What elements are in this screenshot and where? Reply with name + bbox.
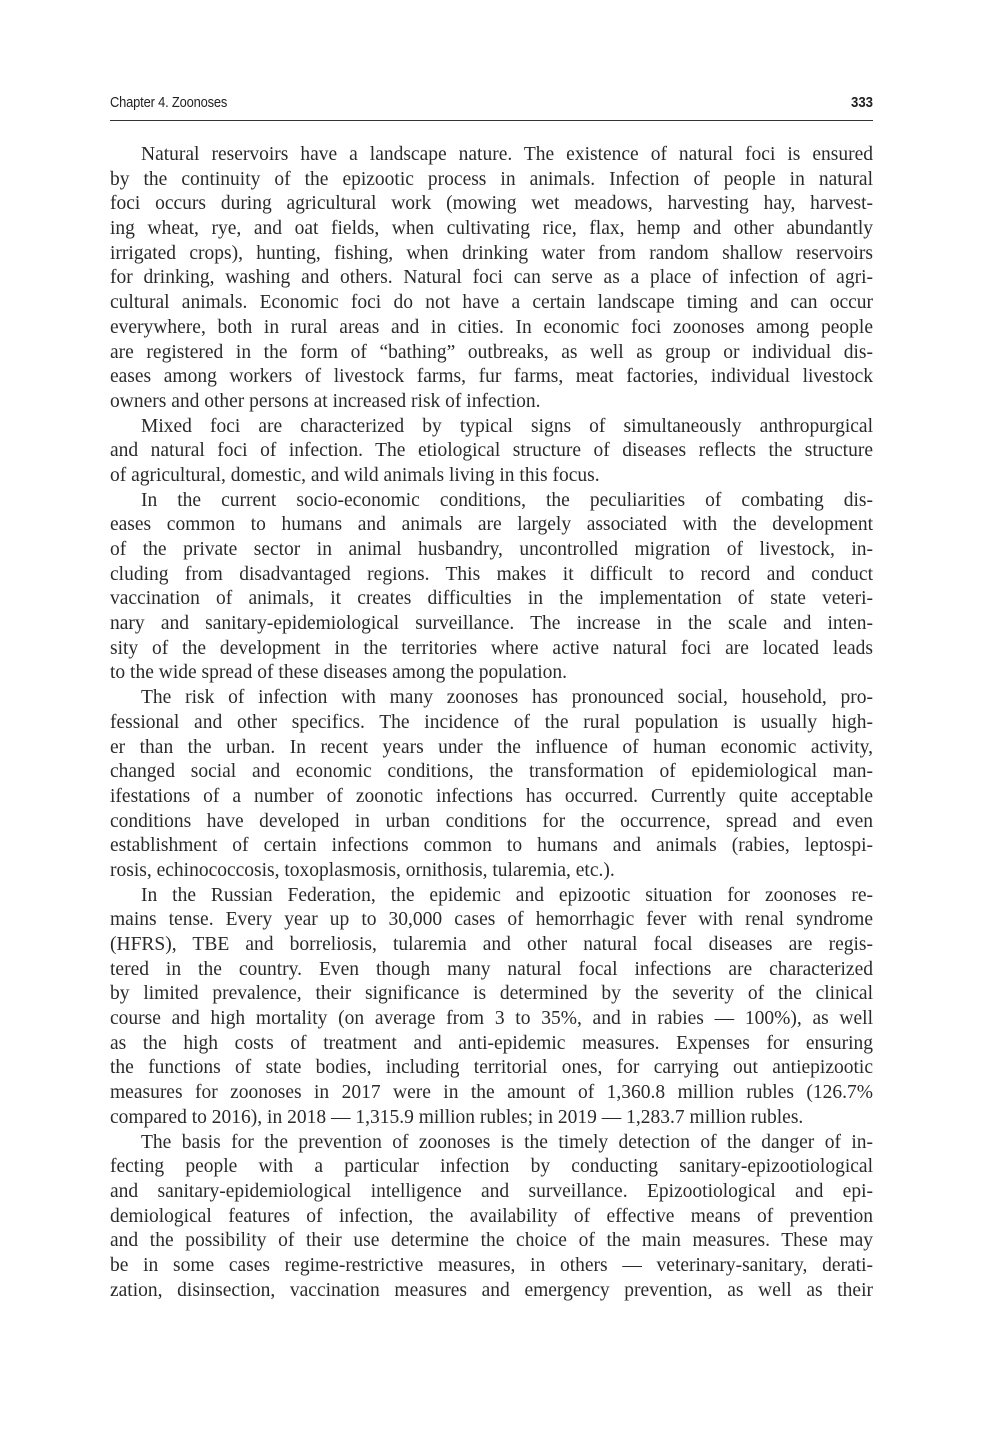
text-line: demiological features of infection, the availability of effective means of prevention (110, 1205, 873, 1227)
text-line: conditions have developed in urban conditions for the occurrence, spread and even (110, 810, 873, 832)
paragraph (110, 415, 873, 489)
text-line: and the possibility of their use determine the choice of the main measures. These may (110, 1230, 873, 1252)
text-line: and natural foci of infection. The etiological structure of diseases reflects the structure (110, 440, 873, 462)
text-line: and sanitary-epidemiological intelligence and surveillance. Epizootiological and epi- (110, 1180, 873, 1202)
text-line: mains tense. Every year up to 30,000 cases of hemorrhagic fever with renal syndrome (110, 909, 873, 931)
text-line: Mixed foci are characterized by typical signs of simultaneously anthropurgical (141, 415, 873, 437)
text-line: are registered in the form of “bathing” outbreaks, as well as group or individual dis- (110, 341, 873, 363)
text-line: The risk of infection with many zoonoses has pronounced social, household, pro- (141, 687, 873, 709)
text-line: the functions of state bodies, including territorial ones, for carrying out antiepizootic (110, 1057, 873, 1079)
text-line: cluding from disadvantaged regions. This makes it difficult to record and conduct (110, 563, 873, 585)
paragraph (110, 686, 873, 884)
text-line: by the continuity of the epizootic process in animals. Infection of people in natural (110, 168, 873, 190)
running-header (110, 94, 873, 116)
text-line: cultural animals. Economic foci do not have a certain landscape timing and can occur (110, 292, 873, 314)
body-text (110, 143, 873, 1303)
text-line: ing wheat, rye, and oat fields, when cultivating rice, flax, hemp and other abundantly (110, 218, 873, 240)
text-line: fessional and other specifics. The incidence of the rural population is usually high- (110, 711, 873, 733)
text-line: sity of the development in the territories where active natural foci are located leads (110, 637, 873, 659)
text-line: In the Russian Federation, the epidemic and epizootic situation for zoonoses re- (141, 884, 873, 906)
text-line: of the private sector in animal husbandry, uncontrolled migration of livestock, in- (110, 539, 873, 560)
page-number: 333 (850, 94, 873, 111)
text-line: compared to 2016), in 2018 — 1,315.9 million rubles; in 2019 — 1,283.7 million rubles. (110, 1106, 804, 1128)
text-line: measures for zoonoses in 2017 were in the amount of 1,360.8 million rubles (126.7% (110, 1082, 873, 1104)
text-line: course and high mortality (on average from 3 to 35%, and in rabies — 100%), as well (110, 1008, 873, 1030)
text-line: fecting people with a particular infection by conducting sanitary-epizootiological (110, 1156, 873, 1178)
text-line: as the high costs of treatment and anti-epidemic measures. Expenses for ensuring (110, 1032, 873, 1054)
text-line: Natural reservoirs have a landscape nature. The existence of natural foci is ensured (141, 144, 873, 165)
text-line: In the current socio-economic conditions, the peculiarities of combating dis- (141, 489, 873, 511)
text-line: establishment of certain infections common to humans and animals (rabies, leptospi- (110, 835, 873, 857)
text-line: er than the urban. In recent years under the influence of human economic activity, (110, 736, 873, 758)
paragraph (110, 489, 873, 687)
text-line: by limited prevalence, their significance is determined by the severity of the clinical (110, 983, 873, 1005)
paragraph (110, 143, 873, 415)
text-line: to the wide spread of these diseases among the population. (110, 662, 568, 684)
chapter-title: Chapter 4. Zoonoses (110, 94, 228, 111)
text-line: nary and sanitary-epidemiological surveillance. The increase in the scale and inten- (110, 613, 873, 635)
text-line: everywhere, both in rural areas and in cities. In economic foci zoonoses among people (110, 316, 873, 338)
text-line: for drinking, washing and others. Natural foci can serve as a place of infection of agri- (110, 267, 873, 289)
paragraph (110, 884, 873, 1131)
paragraph (110, 1131, 873, 1304)
text-line: of agricultural, domestic, and wild animals living in this focus. (110, 464, 600, 486)
text-line: rosis, echinococcosis, toxoplasmosis, ornithosis, tularemia, etc.). (110, 859, 615, 881)
text-line: ifestations of a number of zoonotic infections has occurred. Currently quite acceptable (110, 785, 873, 807)
text-line: (HFRS), TBE and borreliosis, tularemia and other natural focal diseases are regis- (110, 934, 873, 955)
text-line: changed social and economic conditions, the transformation of epidemiological man- (110, 761, 873, 783)
header-rule (110, 120, 873, 121)
text-line: eases common to humans and animals are largely associated with the development (110, 514, 873, 536)
text-line: eases among workers of livestock farms, fur farms, meat factories, individual livestock (110, 366, 873, 388)
text-line: be in some cases regime-restrictive measures, in others — veterinary-sanitary, derati- (110, 1254, 873, 1276)
text-line: tered in the country. Even though many natural focal infections are characterized (110, 958, 873, 980)
text-line: vaccination of animals, it creates difficulties in the implementation of state veteri- (110, 588, 873, 610)
text-line: zation, disinsection, vaccination measures and emergency prevention, as well as their (110, 1279, 873, 1301)
text-line: owners and other persons at increased risk of infection. (110, 390, 541, 412)
text-line: foci occurs during agricultural work (mowing wet meadows, harvesting hay, harvest- (110, 193, 873, 215)
text-line: irrigated crops), hunting, fishing, when drinking water from random shallow reservoirs (110, 242, 873, 264)
text-line: The basis for the prevention of zoonoses is the timely detection of the danger of in- (141, 1131, 873, 1153)
